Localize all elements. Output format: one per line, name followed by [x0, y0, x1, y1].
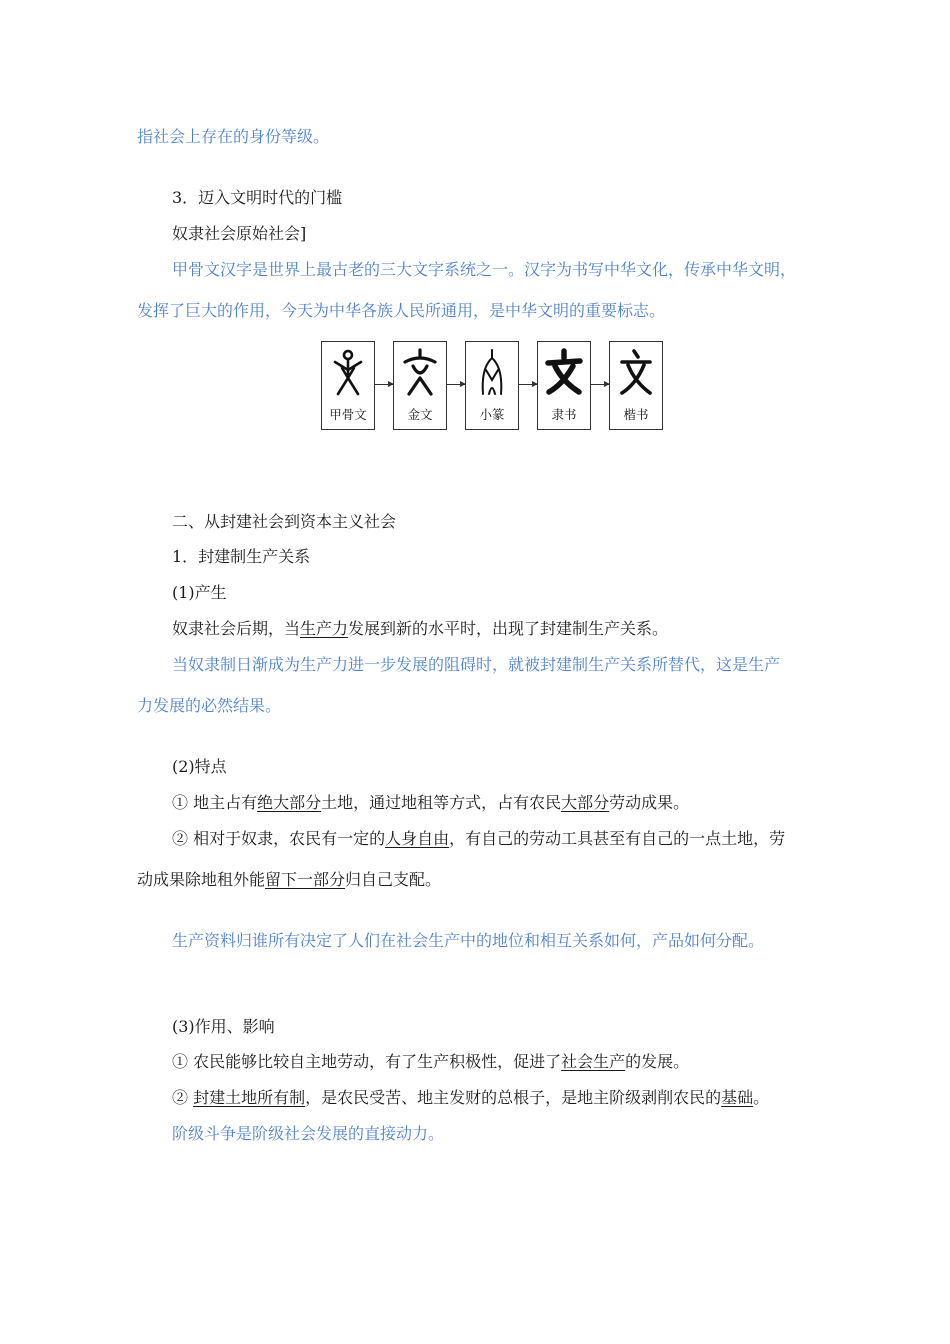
note-paragraph: 甲骨文汉字是世界上最古老的三大文字系统之一。汉字为书写中华文化，传承中华文明，: [172, 260, 797, 279]
note-paragraph: 当奴隶制日渐成为生产力进一步发展的阻碍时，就被封建制生产关系所替代，这是生产: [172, 655, 781, 674]
stage-label: 小篆: [479, 407, 505, 422]
note-paragraph: 指社会上存在的身份等级。: [137, 127, 330, 146]
underlined-term: 基础: [721, 1088, 754, 1107]
section-heading: 二、从封建社会到资本主义社会: [172, 512, 397, 531]
subheading: (2)特点: [172, 757, 227, 776]
stage-label: 隶书: [551, 407, 577, 422]
bracket-line: 奴隶社会原始社会]: [172, 224, 307, 243]
feature-item-continued: 动成果除地租外能留下一部分归自己支配。: [137, 870, 442, 889]
small-seal-glyph-icon: [473, 348, 511, 398]
stage-box: [393, 341, 447, 430]
effect-item: ① 农民能够比较自主地劳动，有了生产积极性，促进了社会生产的发展。: [172, 1052, 690, 1071]
underlined-term: 人身自由: [385, 829, 450, 848]
feature-item: ① 地主占有绝大部分土地，通过地租等方式，占有农民大部分劳动成果。: [172, 793, 690, 812]
note-paragraph: 发挥了巨大的作用，今天为中华各族人民所通用，是中华文明的重要标志。: [137, 301, 666, 320]
subheading: 1．封建制生产关系: [172, 547, 311, 566]
stage-box: [321, 341, 375, 430]
note-paragraph: 生产资料归谁所有决定了人们在社会生产中的地位和相互关系如何，产品如何分配。: [172, 931, 765, 950]
regular-script-glyph-icon: [617, 348, 655, 398]
stage-label: 甲骨文: [329, 407, 367, 422]
stage-box: [465, 341, 519, 430]
stage-box: [609, 341, 663, 430]
stage-label: 楷书: [623, 407, 649, 422]
underlined-term: 社会生产: [561, 1052, 626, 1071]
subheading: (3)作用、影响: [172, 1017, 275, 1036]
clerical-glyph-icon: [545, 348, 583, 398]
underlined-term: 绝大部分: [257, 793, 322, 812]
note-paragraph: 力发展的必然结果。: [137, 696, 282, 715]
feature-item: ② 相对于奴隶，农民有一定的人身自由，有自己的劳动工具甚至有自己的一点土地，劳: [172, 829, 786, 848]
heading-threshold: 3．迈入文明时代的门槛: [172, 188, 343, 207]
bronze-glyph-icon: [401, 348, 439, 398]
subheading: (1)产生: [172, 583, 227, 602]
stage-label: 金文: [407, 407, 433, 422]
paragraph-emergence: 奴隶社会后期，当生产力发展到新的水平时，出现了封建制生产关系。: [172, 619, 669, 638]
note-paragraph: 阶级斗争是阶级社会发展的直接动力。: [172, 1124, 445, 1143]
underlined-term: 留下一部分: [265, 870, 346, 889]
stage-box: [537, 341, 591, 430]
effect-item: ② 封建土地所有制，是农民受苦、地主发财的总根子，是地主阶级剥削农民的基础。: [172, 1088, 770, 1107]
underlined-term: 生产力: [300, 619, 349, 638]
underlined-term: 封建土地所有制: [193, 1088, 306, 1107]
underlined-term: 大部分: [561, 793, 610, 812]
oracle-bone-glyph-icon: [329, 348, 367, 398]
